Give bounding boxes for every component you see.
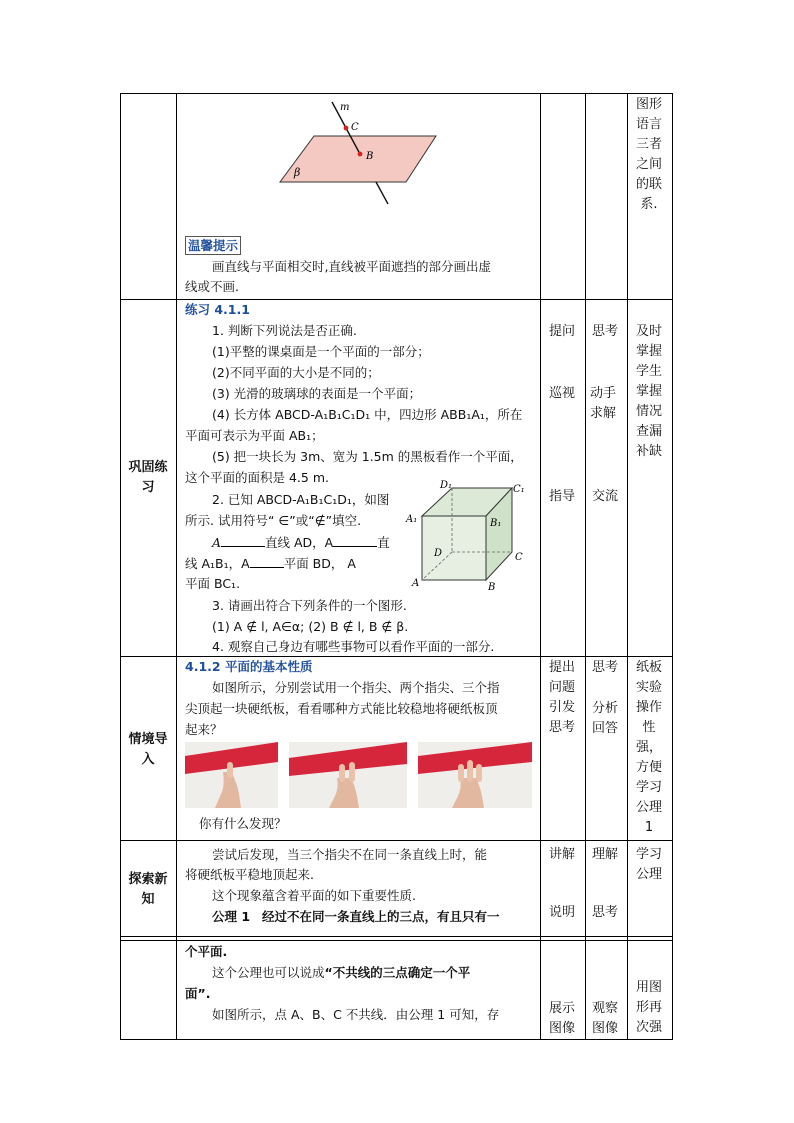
row3-p1b: 尖顶起一块硬纸板，看看哪种方式能比较稳地将硬纸板顶 <box>185 701 498 716</box>
grid-row-4 <box>120 936 673 937</box>
row5-p1: 个平面. <box>185 944 228 959</box>
row5-p3: 如图所示，点 A、B、C 不共线．由公理 1 可知，存 <box>212 1007 500 1022</box>
row2-label: 巩固练习 <box>128 460 168 495</box>
section-heading: 4.1.2 平面的基本性质 <box>185 659 313 674</box>
fill-blank-1[interactable] <box>221 532 265 547</box>
label-c: C <box>351 122 359 133</box>
row4-teacher-1: 讲解 <box>548 847 575 862</box>
label-m: m <box>340 102 350 113</box>
plane-beta <box>280 136 436 182</box>
practice-q1-5a: (5) 把一块长为 3m、宽为 1.5m 的黑板看作一个平面， <box>212 449 523 464</box>
practice-q1: 1. 判断下列说法是否正确. <box>212 323 357 338</box>
cube-label-d: D <box>434 548 443 559</box>
row4-p1a: 尝试后发现，当三个指尖不在同一条直线上时，能 <box>212 847 488 862</box>
cube-figure <box>402 478 532 596</box>
row3-student-2: 分析回答 <box>592 701 619 736</box>
row5-p2b: “不共线的三点确定一个平 <box>324 965 471 980</box>
row3-p2: 你有什么发现？ <box>199 816 287 831</box>
practice-q3: 3. 请画出符合下列条件的一个图形. <box>212 598 407 613</box>
grid-row-top <box>120 93 673 94</box>
practice-q2d <box>185 553 356 573</box>
photo-three-fingers <box>418 742 532 808</box>
cube-label-b: B <box>488 582 496 593</box>
row4-note: 学习公理 <box>636 847 663 882</box>
blank-text-5: 平面 BD， A <box>283 556 356 571</box>
row4-p1b: 将硬纸板平稳地顶起来. <box>185 867 314 882</box>
grid-row-bottom <box>120 1039 673 1040</box>
row2-note: 及时掌握学生掌握情况查漏补缺 <box>636 324 663 459</box>
label-b: B <box>366 151 374 162</box>
line-m-lower <box>376 182 388 204</box>
row5-note: 用图形再次强 <box>636 980 663 1035</box>
row5-student: 观察图像 <box>592 1001 619 1036</box>
practice-q2e: 平面 BC₁. <box>185 576 241 591</box>
grid-col-content <box>540 93 541 1040</box>
fill-blank-2[interactable] <box>333 532 377 547</box>
grid-row-4b <box>120 940 673 941</box>
row3-teacher: 提出问题引发思考 <box>549 660 576 735</box>
row5-teacher: 展示图像 <box>549 1001 576 1036</box>
cube-label-a: A <box>412 578 420 589</box>
grid-col-left <box>120 93 121 1040</box>
row2-student-2: 动手求解 <box>590 386 617 421</box>
point-c <box>344 126 349 131</box>
photo-two-fingers <box>289 742 407 808</box>
photo-one-finger <box>185 742 278 808</box>
tip-line-2: 线或不画. <box>185 279 239 294</box>
row2-teacher-1: 提问 <box>548 324 575 339</box>
row2-student-1: 思考 <box>591 324 618 339</box>
practice-q1-4b: 平面可表示为平面 AB₁； <box>185 428 324 443</box>
row4-teacher-2: 说明 <box>548 905 575 920</box>
cube-label-c: C <box>515 552 523 563</box>
row2-student-3: 交流 <box>591 489 618 504</box>
cube-label-b1: B₁ <box>490 518 502 529</box>
cube-label-c1: C₁ <box>513 484 525 495</box>
grid-col-teacher <box>585 93 586 1040</box>
practice-q2a: 2. 已知 ABCD-A₁B₁C₁D₁，如图 <box>212 492 390 507</box>
practice-q1-5b: 这个平面的面积是 4.5 m. <box>185 470 329 485</box>
point-b <box>358 152 363 157</box>
practice-q3-1: (1) A ∉ l, A∈α; (2) B ∉ l, B ∉ β. <box>212 619 409 634</box>
row4-p2: 这个现象蕴含着平面的如下重要性质. <box>212 888 416 903</box>
blank-text-2: 直线 AD，A <box>265 535 334 550</box>
row2-teacher-3: 指导 <box>548 489 575 504</box>
plane-line-figure <box>270 98 450 208</box>
grid-col-student <box>627 93 628 1040</box>
row3-p1c: 起来？ <box>185 722 223 737</box>
practice-q1-3: (3) 光滑的玻璃球的表面是一个平面； <box>212 386 422 401</box>
axiom-1 <box>212 907 500 926</box>
practice-q2b: 所示. 试用符号“ ∈”或“∉”填空. <box>185 513 362 528</box>
blank-text-4: 线 A₁B₁，A <box>185 556 250 571</box>
row4-student-2: 思考 <box>591 905 618 920</box>
fill-blank-3[interactable] <box>250 553 284 568</box>
row3-label: 情境导入 <box>128 732 168 767</box>
row5-p2c: 面”. <box>185 986 211 1001</box>
practice-heading: 练习 4.1.1 <box>185 302 250 317</box>
tip-line-1: 画直线与平面相交时,直线被平面遮挡的部分画出虚 <box>212 259 491 274</box>
cube-label-a1: A₁ <box>406 514 418 525</box>
grid-col-label <box>176 93 177 1040</box>
practice-q4: 4. 观察自己身边有哪些事物可以看作平面的一部分. <box>212 639 495 654</box>
row2-teacher-2: 巡视 <box>548 386 575 401</box>
blank-label-a1: A <box>212 535 222 550</box>
practice-q1-1: (1)平整的课桌面是一个平面的一部分； <box>212 344 430 359</box>
practice-q1-4a: (4) 长方体 ABCD-A₁B₁C₁D₁ 中，四边形 ABB₁A₁，所在 <box>212 407 523 422</box>
row1-note: 图形语言三者之间的联系. <box>636 97 663 212</box>
row4-label: 探索新知 <box>128 872 168 907</box>
cube-front <box>422 516 486 580</box>
row5-p2 <box>212 963 470 982</box>
practice-q1-2: (2)不同平面的大小是不同的； <box>212 365 380 380</box>
blank-text-3: 直 <box>377 535 390 550</box>
row3-student-1: 思考 <box>591 660 618 675</box>
axiom-name: 公理 1 <box>212 909 251 924</box>
practice-q2c <box>212 532 390 552</box>
row3-p1a: 如图所示，分别尝试用一个指尖、两个指尖、三个指 <box>212 680 500 695</box>
row4-student-1: 理解 <box>591 847 618 862</box>
row3-note: 纸板实验操作性强，方便学习公理1 <box>636 660 663 835</box>
axiom-text: 经过不在同一条直线上的三点，有且只有一 <box>261 909 500 924</box>
grid-col-right <box>672 93 673 1040</box>
cube-label-d1: D₁ <box>440 480 453 491</box>
label-beta: β <box>294 166 301 179</box>
row5-p2a: 这个公理也可以说成 <box>212 965 325 980</box>
grid-row-3 <box>120 840 673 841</box>
tip-title: 温馨提示 <box>185 236 241 255</box>
